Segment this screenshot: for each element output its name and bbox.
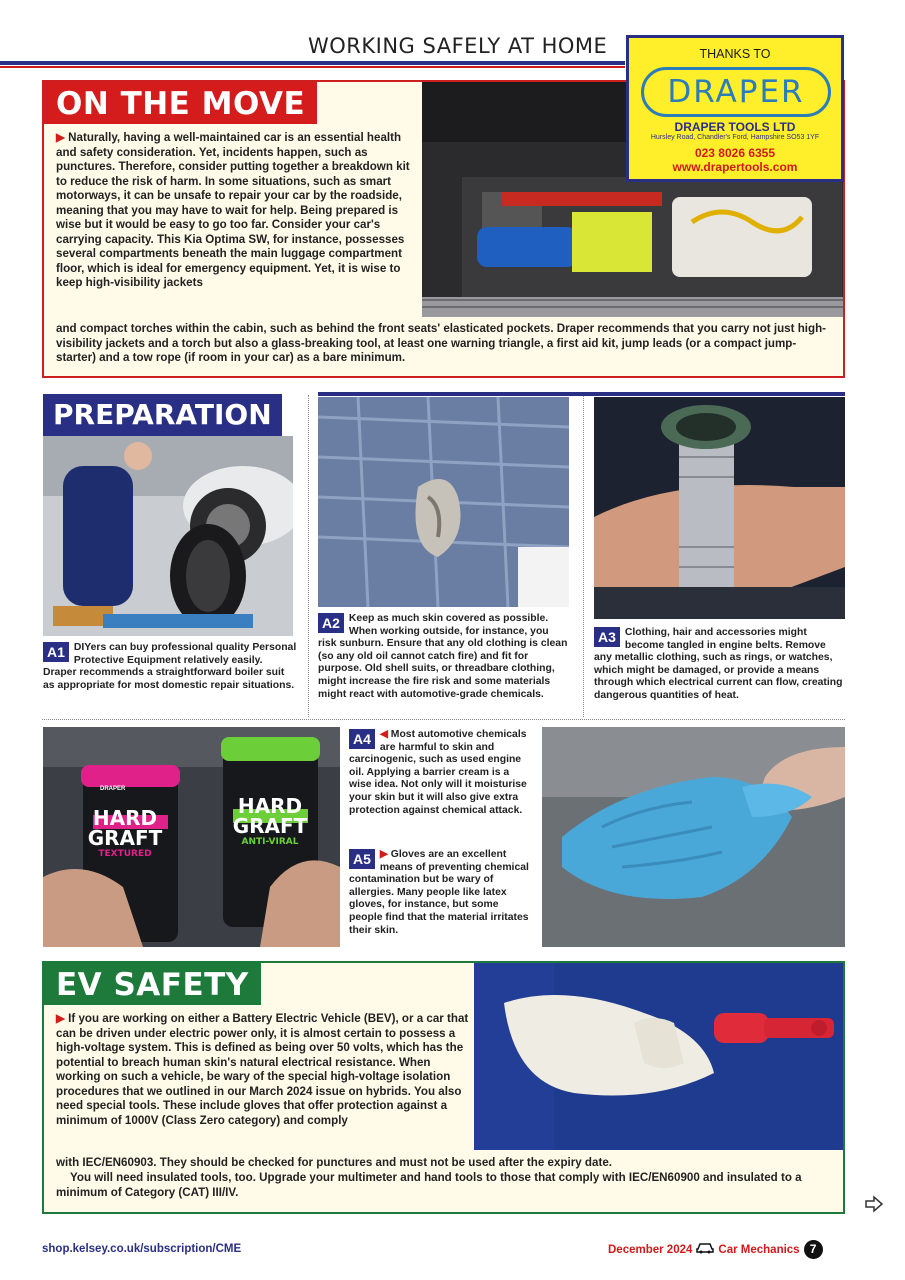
caption-a3-text: Clothing, hair and accessories might become tangled in engine belts. Remove any metallic clothing, such as rings, or watches, which might be damaged, or provide a means through which electrical current can flow, creating dangerous quantities of heat. (594, 627, 843, 701)
sponsor-company: DRAPER TOOLS LTD (674, 120, 796, 134)
page-header: WORKING SAFELY AT HOME (308, 34, 608, 58)
caption-a4-text: Most automotive chemicals are harmful to skin and carcinogenic, such as used engine oil. Applying a barrier cream is a wise idea. Not only will it moisturise your skin but it will also give extra protection against chemical attack. (349, 729, 527, 816)
next-page-arrow-icon[interactable] (864, 1194, 884, 1214)
insulated-glove-photo (474, 963, 843, 1150)
car-icon (696, 1242, 714, 1257)
blue-glove-photo (542, 727, 845, 947)
tub-right-line-2: GRAFT (232, 814, 308, 838)
caption-a5 (349, 849, 534, 937)
subscription-link[interactable]: shop.kelsey.co.uk/subscription/CME (42, 1243, 242, 1255)
sponsor-address: Hursley Road, Chandler's Ford, Hampshire SO53 1YF (650, 134, 820, 141)
ev-safety-text (56, 1012, 472, 1128)
top-rule-prep (318, 392, 845, 396)
tub-right-line-3: ANTI-VIRAL (241, 837, 299, 847)
caption-a1-label: A1 (43, 642, 69, 662)
caption-a5-label: A5 (349, 849, 375, 869)
on-the-move-paragraph: Naturally, having a well-maintained car is an essential health and safety consideration. Yet, incidents happen, such as punctures. Therefore, consider putting together a breakdown kit to reduce the risk of harm. In some situations, such as smart motorways, it can be unsafe to repair your car by the roadside, meaning that you may have to wait for help. Being prepared is wise but it would be easy to go too far. Consider your car's carrying capacity. This Kia Optima SW, for instance, possesses several compartments beneath the main luggage compartment floor, which is ideal for emergency equipment. Yet, it is wise to keep high-visibility jackets (56, 131, 410, 289)
caption-a2-text: Keep as much skin covered as possible. When working outside, for instance, you risk sunburn. Ensure that any old clothing is clean (so any old oil cannot catch fire) and fit for purpose. Old shell suits, or threadbare clothing, might increase the fire risk and some materials might react with automotive-grade chemicals. (318, 613, 568, 700)
column-divider-1 (308, 395, 309, 717)
footer-magazine: Car Mechanics (718, 1243, 800, 1256)
arrow-icon: ▶ (56, 131, 65, 144)
tub-right-label (220, 796, 320, 848)
ev-safety-title: EV SAFETY (44, 963, 261, 1005)
ev-safety-text-continued: with IEC/EN60903. They should be checked for punctures and must not be used after the expiry date. (56, 1156, 612, 1169)
column-divider-2 (583, 395, 584, 717)
caption-a4-label: A4 (349, 729, 375, 749)
sponsor-box (626, 35, 844, 182)
caption-a5-text: Gloves are an excellent means of preventing chemical contamination but be wary of allergies. Many people like latex gloves, for instance, but some people find that the material irritates their skin. (349, 849, 529, 936)
arrow-icon: ▶ (56, 1012, 65, 1025)
sponsor-thanks: THANKS TO (699, 47, 771, 61)
caption-a4 (349, 729, 534, 817)
page-number: 7 (804, 1240, 823, 1259)
tub-left-line-2: GRAFT (87, 826, 163, 850)
on-the-move-text-continued: and compact torches within the cabin, such as behind the front seats' elasticated pockets. Draper recommends that you carry not just high-visibility jackets and a torch but also a glass-breaking tool, at least one warning triangle, a first aid kit, jump leads (or a compact jump-starter) and a tow rope (if room in your car) as a bare minimum. (56, 322, 827, 364)
ev-safety-paragraph: If you are working on either a Battery Electric Vehicle (BEV), or a car that can be driven under electric power only, it is almost certain to possess a high-voltage system. This is defined as being over 50 volts, which has the potential to breach human skin's natural electrical resistance. When working on such a vehicle, be wary of the special high-voltage isolation procedures that we outlined in our March 2024 issue on hybrids. You also need special tools. These include gloves that offer protection against a minimum of 1000V (Class Zero category) and comply (56, 1012, 469, 1127)
sponsor-phone: 023 8026 6355 (694, 146, 776, 160)
on-the-move-text (56, 131, 412, 291)
header-rule-blue (0, 61, 625, 65)
arrow-left-icon: ◀ (379, 729, 388, 740)
tub-left-line-3: TEXTURED (98, 849, 152, 859)
row-divider (42, 719, 845, 720)
caption-a3 (594, 627, 846, 703)
mechanic-tyre-photo (43, 436, 293, 636)
caption-a1-text: DIYers can buy professional quality Personal Protective Equipment relatively easily. Draper recommends a straightforward boiler suit as appropriate for most domestic repair situations. (43, 642, 297, 691)
caption-a2-label: A2 (318, 613, 344, 633)
caption-a2 (318, 613, 570, 701)
caption-a3-label: A3 (594, 627, 620, 647)
on-the-move-title: ON THE MOVE (44, 82, 317, 124)
ev-safety-text-para2: You will need insulated tools, too. Upgrade your multimeter and hand tools to those that comply with IEC/EN60900 and insulated to a minimum of Category (CAT) III/IV. (56, 1171, 802, 1199)
header-rule-red (0, 66, 625, 68)
tub-left-label (80, 808, 170, 860)
caption-a1 (43, 642, 298, 692)
torn-shirt-photo (318, 397, 569, 607)
footer-issue-date: December 2024 (608, 1243, 693, 1256)
tub-brand-left: DRAPER (100, 786, 126, 792)
draper-logo: DRAPER (641, 67, 831, 117)
preparation-title: PREPARATION (43, 394, 282, 436)
wristwatch-photo (594, 397, 845, 619)
sponsor-website[interactable]: www.drapertools.com (672, 160, 798, 174)
arrow-right-icon: ▶ (379, 849, 388, 860)
tub-right-line-1: HARD (237, 794, 303, 818)
tub-left-line-1: HARD (92, 806, 158, 830)
footer-issue (608, 1240, 823, 1259)
